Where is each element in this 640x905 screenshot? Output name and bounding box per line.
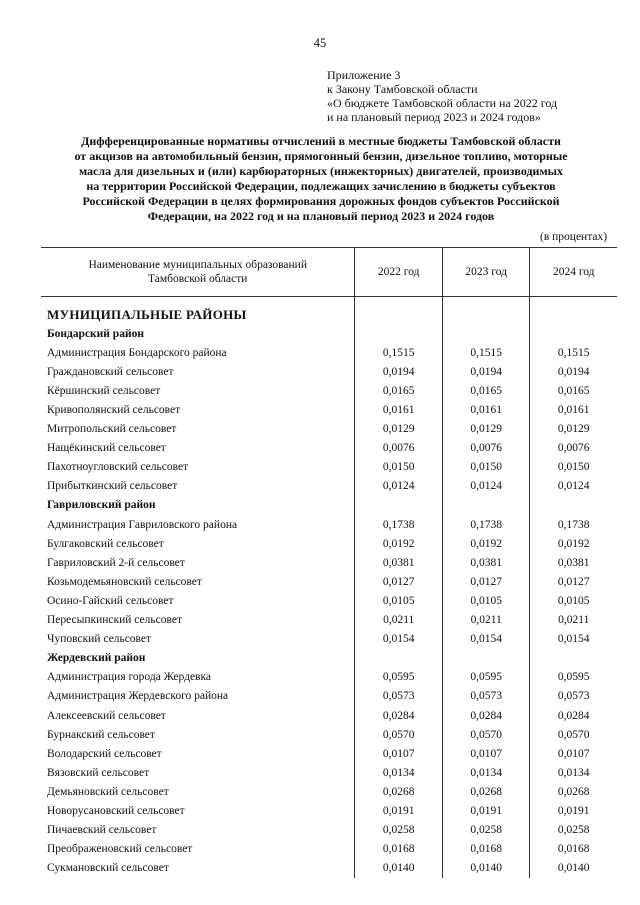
value-2023: 0,0268 — [442, 782, 530, 801]
value-2024: 0,0268 — [530, 782, 617, 801]
value-2023: 0,0107 — [442, 744, 530, 763]
table-row — [41, 439, 617, 458]
section-title: МУНИЦИПАЛЬНЫЕ РАЙОНЫ — [47, 306, 247, 322]
value-2022: 0,0381 — [355, 553, 443, 572]
value-2023: 0,0595 — [442, 668, 530, 687]
value-2022: 0,0268 — [355, 782, 443, 801]
table-row — [41, 534, 617, 553]
value-2022: 0,0161 — [355, 400, 443, 419]
value-2022: 0,0194 — [355, 362, 443, 381]
column-header-name-line: Наименование муниципальных образований — [88, 259, 307, 271]
column-header-name — [41, 248, 355, 297]
value-2023: 0,0211 — [442, 611, 530, 630]
title-line: от акцизов на автомобильный бензин, прямогонный бензин, дизельное топливо, моторные — [74, 149, 568, 163]
title-line: на территории Российской Федерации, подлежащих зачислению в бюджеты субъектов — [86, 179, 556, 193]
municipality-name: Администрация города Жердевка — [47, 671, 211, 684]
value-2022: 0,0284 — [355, 706, 443, 725]
value-2024: 0,1738 — [530, 515, 617, 534]
municipality-name: Осино-Гайский сельсовет — [47, 594, 174, 607]
table-row — [41, 840, 617, 859]
value-2022: 0,0211 — [355, 611, 443, 630]
municipality-name: Бурнакский сельсовет — [47, 728, 155, 741]
value-2022: 0,0595 — [355, 668, 443, 687]
appendix-line: к Закону Тамбовской области — [327, 82, 478, 96]
municipality-name: Кёршинский сельсовет — [47, 384, 161, 397]
municipality-name: Преображеновский сельсовет — [47, 843, 193, 856]
value-2023: 0,0570 — [442, 725, 530, 744]
table-row — [41, 458, 617, 477]
municipality-name: Гавриловский 2-й сельсовет — [47, 556, 185, 569]
municipality-name: Демьяновский сельсовет — [47, 785, 169, 798]
value-2023: 0,0105 — [442, 591, 530, 610]
value-2024: 0,0258 — [530, 821, 617, 840]
value-2022: 0,0107 — [355, 744, 443, 763]
units-note: (в процентах) — [540, 231, 608, 243]
value-2023: 0,0150 — [442, 458, 530, 477]
district-name: Бондарский район — [47, 327, 144, 340]
municipality-name: Нащёкинский сельсовет — [47, 442, 166, 455]
municipality-name: Прибыткинский сельсовет — [47, 480, 178, 493]
spacer-row — [41, 297, 617, 306]
table-row — [41, 668, 617, 687]
table-row — [41, 630, 617, 649]
page-number: 45 — [313, 36, 327, 50]
value-2022: 0,0258 — [355, 821, 443, 840]
table-row — [41, 591, 617, 610]
appendix-line: «О бюджете Тамбовской области на 2022 год — [327, 96, 558, 110]
municipality-name: Пичаевский сельсовет — [47, 824, 157, 837]
municipality-name: Вязовский сельсовет — [47, 766, 150, 779]
table-row — [41, 362, 617, 381]
municipality-name: Митропольский сельсовет — [47, 423, 177, 436]
value-2023: 0,0124 — [442, 477, 530, 496]
municipality-name: Администрация Гавриловского района — [47, 518, 238, 531]
municipality-name: Володарский сельсовет — [47, 747, 162, 760]
value-2024: 0,0191 — [530, 801, 617, 820]
table-row — [41, 553, 617, 572]
district-row — [41, 649, 617, 668]
value-2024: 0,0105 — [530, 591, 617, 610]
table-row — [41, 381, 617, 400]
district-name: Гавриловский район — [47, 499, 156, 512]
appendix-note — [327, 68, 557, 124]
table-row — [41, 821, 617, 840]
value-2024: 0,0127 — [530, 572, 617, 591]
value-2024: 0,0194 — [530, 362, 617, 381]
value-2023: 0,0134 — [442, 763, 530, 782]
table-row — [41, 611, 617, 630]
table-row — [41, 782, 617, 801]
table-body — [41, 297, 617, 878]
value-2022: 0,0105 — [355, 591, 443, 610]
value-2024: 0,0595 — [530, 668, 617, 687]
value-2024: 0,0284 — [530, 706, 617, 725]
value-2023: 0,0284 — [442, 706, 530, 725]
municipality-name: Администрация Бондарского района — [47, 346, 227, 359]
value-2024: 0,0124 — [530, 477, 617, 496]
value-2024: 0,0161 — [530, 400, 617, 419]
table-row — [41, 400, 617, 419]
value-2022: 0,0134 — [355, 763, 443, 782]
district-row — [41, 496, 617, 515]
municipality-name: Граждановский сельсовет — [47, 365, 174, 378]
value-2023: 0,0076 — [442, 439, 530, 458]
value-2022: 0,0191 — [355, 801, 443, 820]
column-header-2023: 2023 год — [442, 248, 530, 297]
municipality-name: Булгаковский сельсовет — [47, 537, 164, 550]
table-row — [41, 725, 617, 744]
table-row — [41, 515, 617, 534]
district-name: Жердевский район — [47, 652, 146, 665]
value-2024: 0,0168 — [530, 840, 617, 859]
municipality-name: Чуповский сельсовет — [47, 633, 152, 646]
value-2023: 0,0194 — [442, 362, 530, 381]
table-row — [41, 706, 617, 725]
value-2024: 0,0076 — [530, 439, 617, 458]
value-2022: 0,1738 — [355, 515, 443, 534]
value-2024: 0,0192 — [530, 534, 617, 553]
value-2024: 0,0154 — [530, 630, 617, 649]
value-2023: 0,0127 — [442, 572, 530, 591]
value-2024: 0,0211 — [530, 611, 617, 630]
column-header-name-line: Тамбовской области — [148, 273, 248, 285]
district-row — [41, 324, 617, 343]
section-row — [41, 305, 617, 324]
value-2024: 0,0140 — [530, 859, 617, 878]
value-2022: 0,0127 — [355, 572, 443, 591]
value-2023: 0,0129 — [442, 420, 530, 439]
municipality-name: Кривополянский сельсовет — [47, 404, 181, 417]
value-2022: 0,0124 — [355, 477, 443, 496]
value-2023: 0,0140 — [442, 859, 530, 878]
municipality-name: Алексеевский сельсовет — [47, 709, 166, 722]
title-line: масла для дизельных и (или) карбюраторных (инжекторных) двигателей, производимых — [78, 164, 564, 178]
title-line: Российской Федерации в целях формирования дорожных фондов субъектов Российской — [82, 194, 560, 208]
column-header-2024: 2024 год — [530, 248, 617, 297]
title-line: Дифференцированные нормативы отчислений в местные бюджеты Тамбовской области — [81, 134, 561, 148]
appendix-line: Приложение 3 — [327, 68, 401, 82]
value-2024: 0,0150 — [530, 458, 617, 477]
value-2023: 0,0191 — [442, 801, 530, 820]
municipality-name: Козьмодемьяновский сельсовет — [47, 575, 202, 588]
value-2022: 0,0150 — [355, 458, 443, 477]
municipality-name: Новорусановский сельсовет — [47, 804, 185, 817]
table-row — [41, 744, 617, 763]
value-2023: 0,1738 — [442, 515, 530, 534]
value-2024: 0,0570 — [530, 725, 617, 744]
value-2023: 0,0258 — [442, 821, 530, 840]
document-title — [26, 134, 616, 224]
table-row — [41, 343, 617, 362]
value-2023: 0,1515 — [442, 343, 530, 362]
table-row — [41, 420, 617, 439]
municipality-name: Пахотноугловский сельсовет — [47, 461, 189, 474]
municipality-name: Пересыпкинский сельсовет — [47, 614, 182, 627]
table-row — [41, 763, 617, 782]
norms-table — [41, 247, 617, 878]
value-2022: 0,0154 — [355, 630, 443, 649]
value-2022: 0,0573 — [355, 687, 443, 706]
value-2024: 0,0573 — [530, 687, 617, 706]
table-header-row — [41, 248, 617, 297]
value-2024: 0,1515 — [530, 343, 617, 362]
value-2023: 0,0573 — [442, 687, 530, 706]
value-2023: 0,0168 — [442, 840, 530, 859]
value-2023: 0,0165 — [442, 381, 530, 400]
value-2023: 0,0154 — [442, 630, 530, 649]
value-2022: 0,0165 — [355, 381, 443, 400]
value-2022: 0,1515 — [355, 343, 443, 362]
table-row — [41, 801, 617, 820]
value-2024: 0,0381 — [530, 553, 617, 572]
value-2022: 0,0076 — [355, 439, 443, 458]
value-2022: 0,0192 — [355, 534, 443, 553]
value-2022: 0,0140 — [355, 859, 443, 878]
value-2023: 0,0381 — [442, 553, 530, 572]
value-2024: 0,0129 — [530, 420, 617, 439]
column-header-2022: 2022 год — [355, 248, 443, 297]
value-2024: 0,0134 — [530, 763, 617, 782]
table-row — [41, 859, 617, 878]
table-row — [41, 572, 617, 591]
value-2024: 0,0107 — [530, 744, 617, 763]
appendix-line: и на плановый период 2023 и 2024 годов» — [327, 110, 541, 124]
table-row — [41, 687, 617, 706]
value-2023: 0,0161 — [442, 400, 530, 419]
value-2022: 0,0570 — [355, 725, 443, 744]
table-row — [41, 477, 617, 496]
municipality-name: Сукмановский сельсовет — [47, 862, 169, 875]
value-2024: 0,0165 — [530, 381, 617, 400]
value-2022: 0,0168 — [355, 840, 443, 859]
title-line: Федерации, на 2022 год и на плановый период 2023 и 2024 годов — [147, 209, 495, 223]
municipality-name: Администрация Жердевского района — [47, 690, 229, 703]
value-2022: 0,0129 — [355, 420, 443, 439]
value-2023: 0,0192 — [442, 534, 530, 553]
